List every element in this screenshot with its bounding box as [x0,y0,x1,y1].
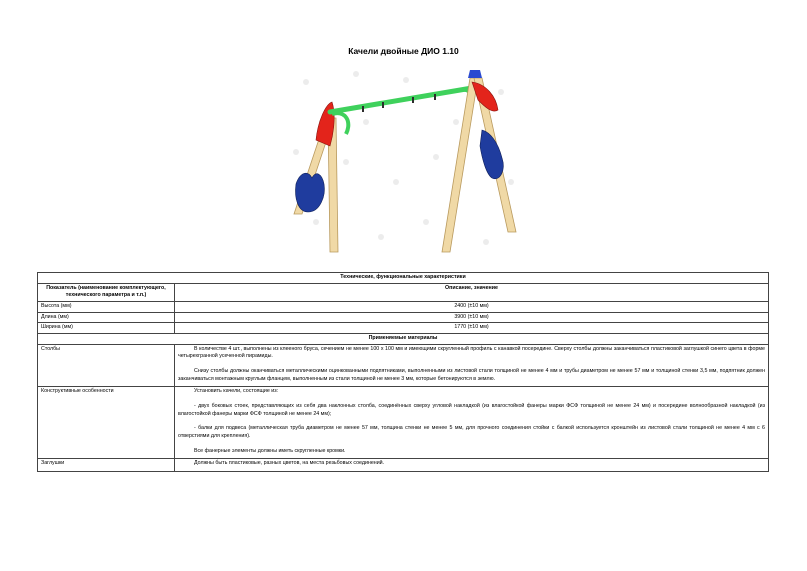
col-header-param: Показатель (наименование комплектующего, технического параметра и т.п.) [38,283,175,301]
table-row [38,344,769,387]
document-title: Качели двойные ДИО 1.10 [348,46,459,56]
design-label: Конструктивные особенности [38,387,175,459]
posts-label: Столбы [38,344,175,387]
posts-paragraph: В количестве 4 шт., выполнены из клееного бруса, сечением не менее 100 х 100 мм и имеющими скругленный профиль с канавкой посередине. Сверху столбы должны заканчиваться пластиковой заглушкой синего цвета в форме четырехгранной усеченной пирамиды. [178,345,765,360]
col-header-value: Описание, значение [175,283,769,301]
width-label: Ширина (мм) [38,323,175,334]
section-materials-title: Применяемые материалы [38,334,769,345]
table-row [38,302,769,313]
double-swing-product-image [286,62,522,260]
left-frame [294,102,338,252]
plugs-paragraph: Должны быть пластиковые, разных цветов, на места резьбовых соединений. [194,460,385,467]
design-paragraph: Все фанерные элементы должны иметь скругленные кромки. [194,447,346,454]
posts-description [175,344,769,387]
hanging-beam [330,88,472,134]
plugs-label: Заглушки [38,459,175,472]
plugs-description [175,459,769,472]
design-paragraph: - балки для подвеса (металлическая труба диаметром не менее 57 мм, толщина стенки не менее 5 мм, для прочного соединения стойки с балкой используется кронштейн из листовой стали толщиной не менее 4 мм с 6 отверстиями для крепления). [178,425,765,440]
height-label: Высота (мм) [38,302,175,313]
posts-paragraph: Снизу столбы должны оканчиваться металлическими оцинкованными подпятниками, выполненными из листовой стали толщиной не менее 4 мм и трубы диаметром не менее 57 мм и толщиной стенки 3,5 мм, подпятник должен заканчиваться монтажным круглым фланцем, выполненным из стали толщиной не менее 3 мм, которые бетонируются в землю. [178,368,765,382]
table-row [38,323,769,334]
length-value: 3900 (±10 мм) [175,312,769,323]
design-description [175,387,769,459]
height-value: 2400 (±10 мм) [175,302,769,313]
section-header-specs [38,273,769,284]
length-label: Длина (мм) [38,312,175,323]
design-paragraph: - двух боковых стоек, представляющих из себя два наклонных столба, соединённых сверху угловой накладкой (из влагостойкой фанеры марки ФСФ толщиной не менее 24 мм) и посередине волнообразной накладкой (из влагостойкой фанеры марки ФСФ толщиной не менее 24 мм); [178,403,765,417]
design-paragraph: Установить качели, состоящие из: [194,388,279,395]
specifications-table [37,272,769,472]
table-row [38,312,769,323]
table-row [38,459,769,472]
table-row [38,387,769,459]
right-frame [442,70,516,252]
column-header-row [38,283,769,301]
width-value: 1770 (±10 мм) [175,323,769,334]
section-header-materials [38,334,769,345]
section-specs-title: Технические, функциональные характеристики [38,273,769,284]
